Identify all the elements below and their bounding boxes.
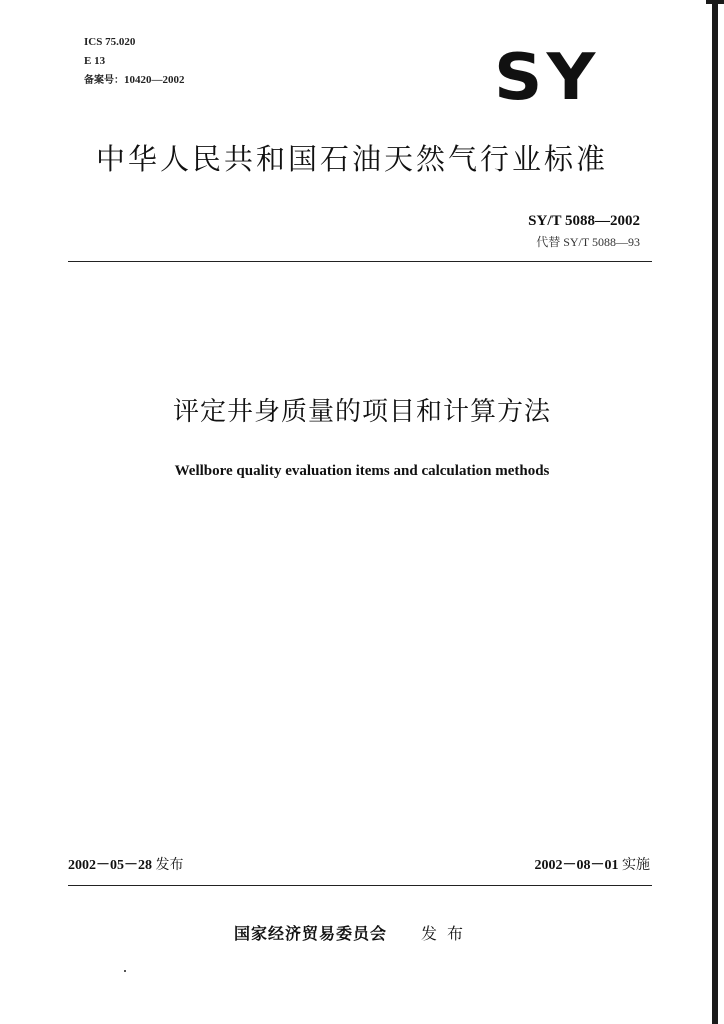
classification-code: E 13 — [84, 55, 106, 67]
ics-code: ICS 75.020 — [84, 36, 136, 48]
scan-speck — [124, 970, 126, 972]
issue-date — [68, 856, 184, 875]
page-edge-tick — [706, 0, 724, 4]
record-number — [84, 74, 185, 87]
footer-divider — [68, 885, 652, 886]
issuer-action: 发布 — [421, 924, 474, 943]
implementation-date — [535, 856, 651, 875]
page-edge-bar — [712, 0, 718, 1024]
standard-number: SY/T 5088—2002 — [528, 213, 640, 229]
issuing-authority — [234, 924, 473, 944]
issue-label: 发布 — [155, 857, 184, 873]
replaces-standard: 代替 SY/T 5088—93 — [536, 235, 640, 249]
document-title-chinese: 评定井身质量的项目和计算方法 — [172, 397, 551, 427]
document-title-english: Wellbore quality evaluation items and calculation methods — [174, 463, 550, 479]
implementation-label: 实施 — [622, 857, 650, 873]
standard-category-title: 中华人民共和国石油天然气行业标准 — [96, 142, 609, 176]
issuer-name: 国家经济贸易委员会 — [234, 924, 388, 943]
implementation-date-value: 2002－08－01 — [534, 858, 619, 873]
issue-date-value: 2002－05－28 — [68, 858, 152, 873]
header-divider — [68, 261, 652, 262]
record-value: 10420—2002 — [124, 74, 185, 86]
sy-logo: SY — [494, 41, 600, 115]
record-label: 备案号： — [84, 75, 124, 86]
